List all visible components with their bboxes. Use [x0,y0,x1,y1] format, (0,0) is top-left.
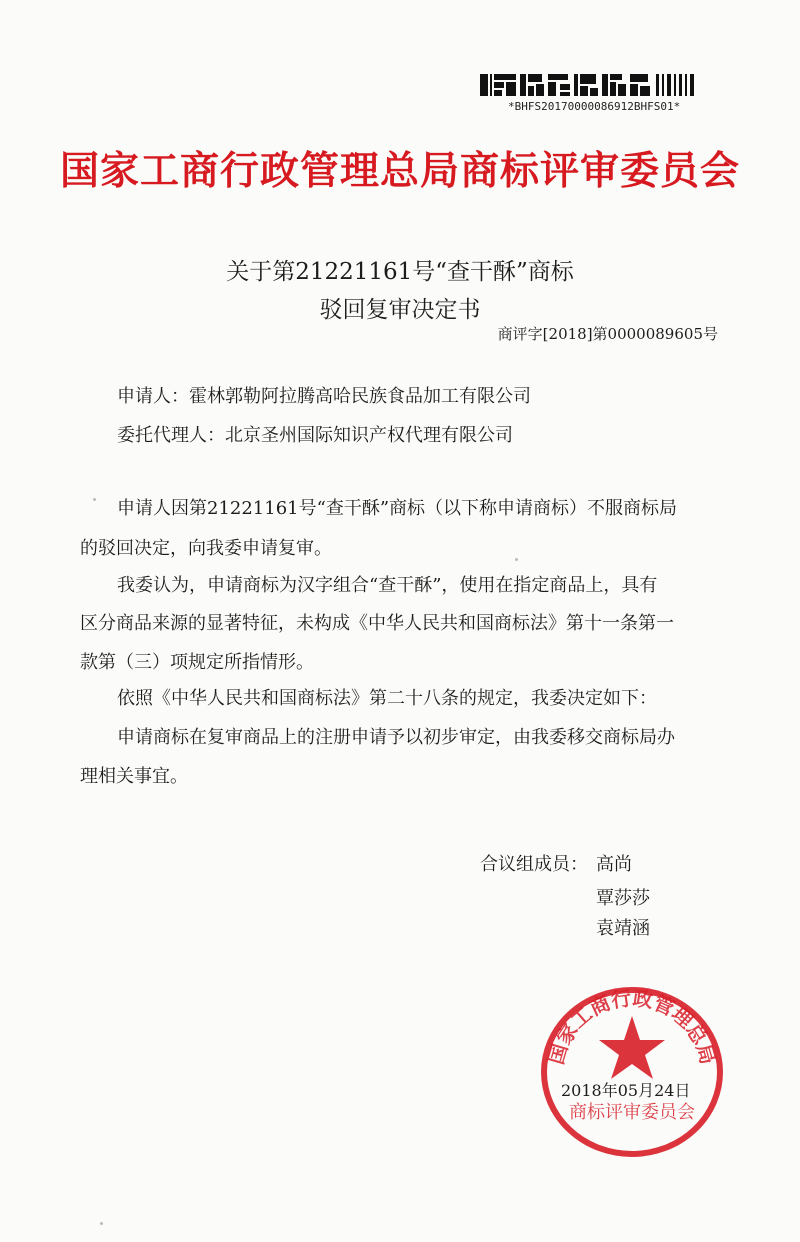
applicant-line: 申请人：霍林郭勒阿拉腾高哈民族食品加工有限公司 [117,386,531,407]
document-title-line2: 驳回复审决定书 [319,297,481,323]
organization-title: 国家工商行政管理总局商标评审委员会 [59,149,740,194]
paper-speck [93,498,96,501]
panel-label: 合议组成员： [480,854,588,875]
document-title-line1: 关于第21221161号“查干酥”商标 [226,259,574,285]
body-line: 理相关事宜。 [80,766,188,787]
panel-member: 高尚 [596,854,632,875]
barcode-image [480,72,695,98]
document-number: 商评字[2018]第0000089605号 [497,325,718,343]
decision-date: 2018年05月24日 [561,1081,691,1100]
seal-bottom-text: 商标评审委员会 [569,1102,695,1123]
panel-member: 袁靖涵 [596,918,650,939]
body-line: 的驳回决定，向我委申请复审。 [80,538,332,559]
body-line: 申请商标在复审商品上的注册申请予以初步审定，由我委移交商标局办 [117,727,675,748]
official-seal-image [532,980,732,1160]
barcode-code: *BHFS20170000086912BHFS01* [508,100,681,113]
paper-speck [515,558,518,561]
paper-speck [100,1222,103,1225]
body-line: 申请人因第21221161号“查干酥”商标（以下称申请商标）不服商标局 [117,498,678,519]
body-line: 款第（三）项规定所指情形。 [80,652,314,673]
agent-line: 委托代理人：北京圣州国际知识产权代理有限公司 [117,425,513,446]
body-line: 我委认为，申请商标为汉字组合“查干酥”，使用在指定商品上，具有 [117,575,658,596]
body-line: 区分商品来源的显著特征，未构成《中华人民共和国商标法》第十一条第一 [80,613,674,634]
star-icon [599,1016,665,1079]
panel-member: 覃莎莎 [596,888,650,909]
seal-ring-text: 国家工商行政管理总局 [543,985,721,1067]
body-line: 依照《中华人民共和国商标法》第二十八条的规定，我委决定如下： [117,688,657,709]
